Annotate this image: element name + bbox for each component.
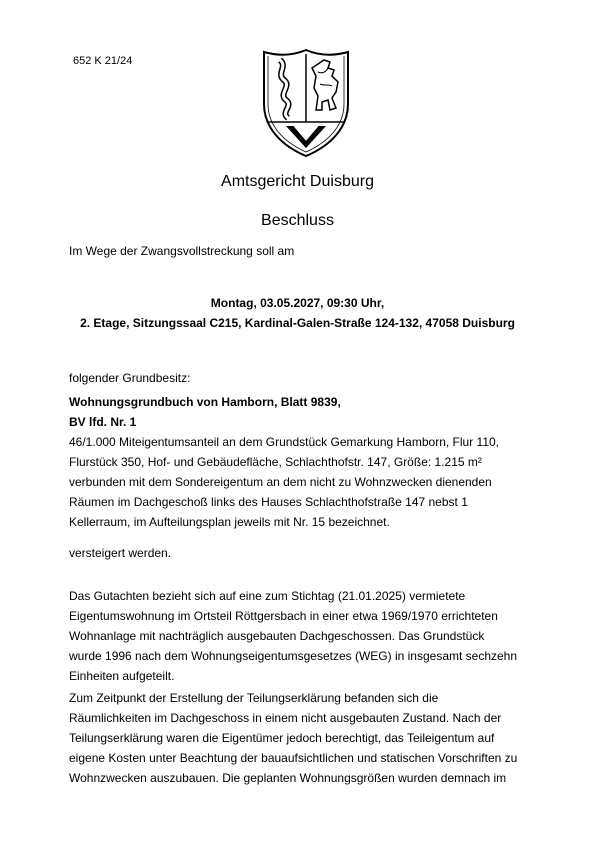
land-register-line: Kellerraum, im Aufteilungsplan jeweils mit Nr. 15 bezeichnet. xyxy=(69,515,390,529)
land-register-line: verbunden mit dem Sondereigentum an dem nicht zu Wohnzwecken dienenden xyxy=(69,475,492,489)
land-register-bv: BV lfd. Nr. 1 xyxy=(69,415,137,429)
paragraph-line: Zum Zeitpunkt der Erstellung der Teilungserklärung befanden sich die xyxy=(69,691,439,705)
document-title: Beschluss xyxy=(261,212,334,229)
sold-statement: versteigert werden. xyxy=(69,546,172,560)
paragraph-line: Wohnzwecken auszubauen. Die geplanten Wohnungsgrößen wurden demnach im xyxy=(69,771,507,785)
paragraph-line: Wohnanlage mit nachträglich ausgebauten Dachgeschossen. Das Grundstück xyxy=(69,629,485,643)
land-register-line: Flurstück 350, Hof- und Gebäudefläche, Schlachthofstr. 147, Größe: 1.215 m² xyxy=(69,455,482,469)
paragraph-line: wurde 1996 nach dem Wohnungseigentumsgesetzes (WEG) in insgesamt sechzehn xyxy=(69,649,518,663)
division-paragraph xyxy=(69,688,531,788)
coat-of-arms-icon xyxy=(258,48,354,158)
paragraph-line: Teilungserklärung waren die Eigentümer jedoch berechtigt, das Teileigentum auf xyxy=(69,731,495,745)
paragraph-line: Räumlichkeiten im Dachgeschoss in einem nicht ausgebauten Zustand. Nach der xyxy=(69,711,502,725)
land-register-line: 46/1.000 Miteigentumsanteil an dem Grundstück Gemarkung Hamborn, Flur 110, xyxy=(69,435,499,449)
appraisal-paragraph xyxy=(69,586,531,686)
property-label: folgender Grundbesitz: xyxy=(69,371,191,385)
paragraph-line: Das Gutachten bezieht sich auf eine zum Stichtag (21.01.2025) vermietete xyxy=(69,589,466,603)
court-name: Amtsgericht Duisburg xyxy=(221,173,374,190)
paragraph-line: Eigentumswohnung im Ortsteil Röttgersbach in einer etwa 1969/1970 errichteten xyxy=(69,609,498,623)
intro-text: Im Wege der Zwangsvollstreckung soll am xyxy=(69,244,295,258)
paragraph-line: Einheiten aufgeteilt. xyxy=(69,669,175,683)
auction-location: 2. Etage, Sitzungssaal C215, Kardinal-Galen-Straße 124-132, 47058 Duisburg xyxy=(80,316,515,330)
land-register-heading: Wohnungsgrundbuch von Hamborn, Blatt 9839, xyxy=(69,395,341,409)
case-reference: 652 K 21/24 xyxy=(73,55,133,67)
paragraph-line: eigene Kosten unter Beachtung der bauaufsichtlichen und statischen Vorschriften zu xyxy=(69,751,518,765)
land-register-entry xyxy=(69,392,531,532)
land-register-line: Räumen im Dachgeschoß links des Hauses Schlachthofstraße 147 nebst 1 xyxy=(69,495,468,509)
auction-date: Montag, 03.05.2027, 09:30 Uhr, xyxy=(210,296,385,310)
